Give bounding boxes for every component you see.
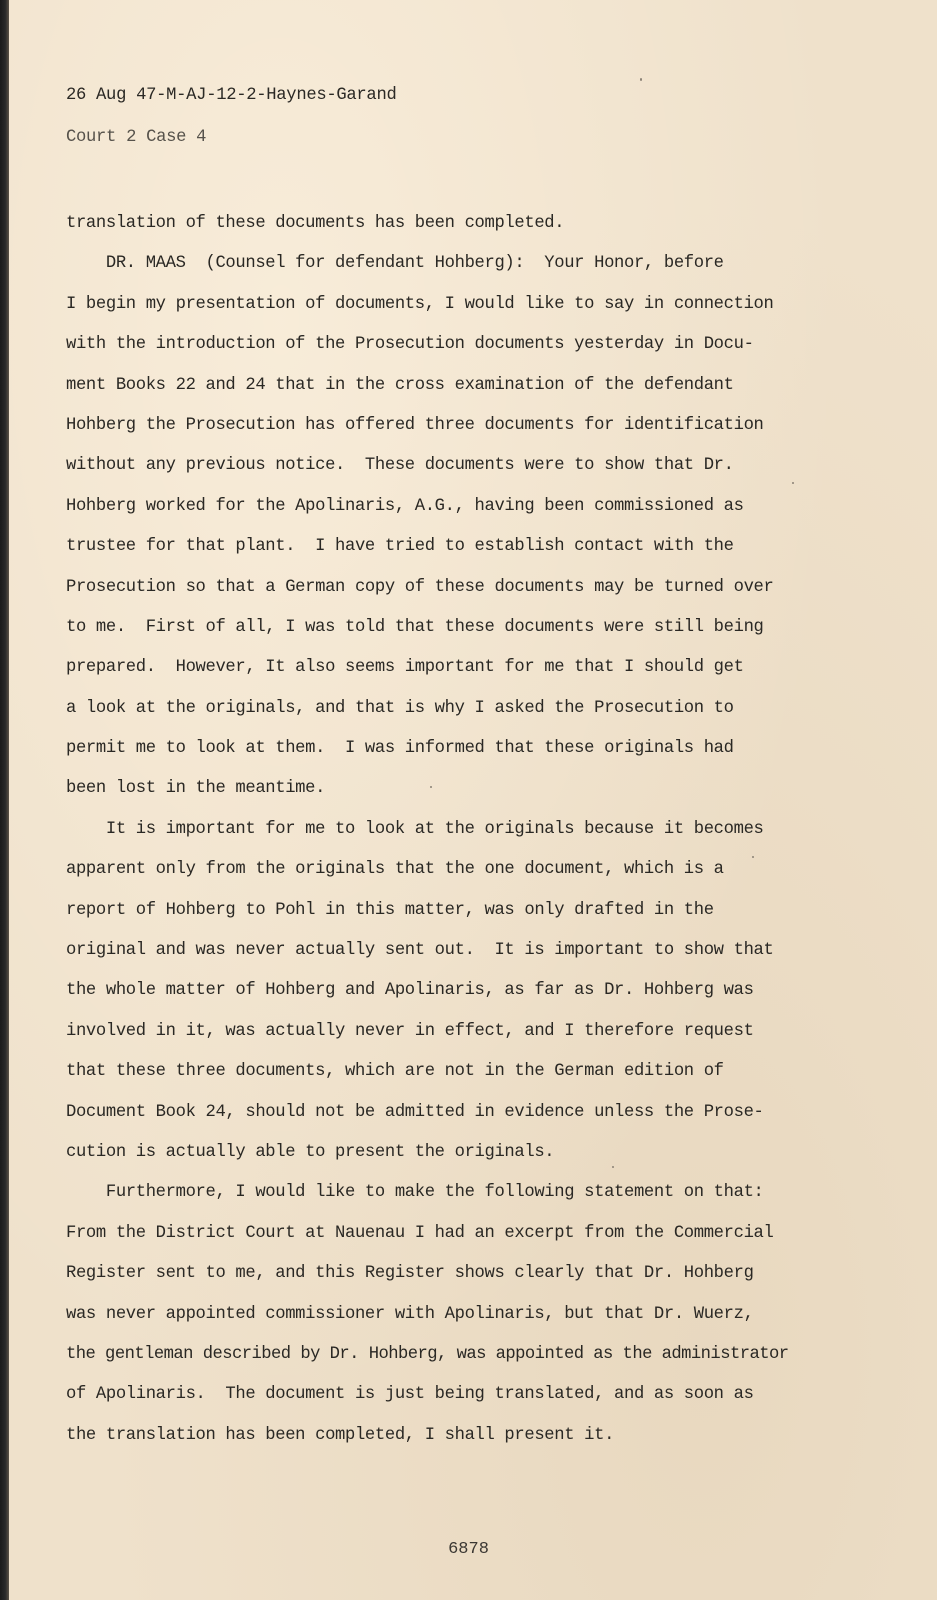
transcript-line: Prosecution so that a German copy of these documents may be turned over (66, 577, 774, 597)
paper-speck (792, 482, 794, 484)
transcript-line: the whole matter of Hohberg and Apolinaris, as far as Dr. Hohberg was (66, 981, 754, 1001)
transcript-line: ment Books 22 and 24 that in the cross examination of the defendant (66, 375, 734, 395)
transcript-line: translation of these documents has been completed. (66, 214, 565, 233)
header-reference: 26 Aug 47-M-AJ-12-2-Haynes-Garand (66, 86, 397, 105)
transcript-line: was never appointed commissioner with Apolinaris, but that Dr. Wuerz, (66, 1304, 754, 1324)
transcript-line: without any previous notice. These documents were to show that Dr. (66, 456, 734, 476)
paper-speck (612, 1166, 614, 1168)
page-number: 6878 (448, 1540, 489, 1559)
transcript-line: involved in it, was actually never in effect, and I therefore request (66, 1021, 754, 1041)
transcript-line: Furthermore, I would like to make the following statement on that: (66, 1183, 764, 1203)
transcript-line: Hohberg worked for the Apolinaris, A.G., having been commissioned as (66, 496, 744, 516)
transcript-line: Hohberg the Prosecution has offered three documents for identification (66, 415, 764, 435)
transcript-line: report of Hohberg to Pohl in this matter, was only drafted in the (66, 900, 714, 920)
paper-speck (752, 856, 754, 858)
transcript-line: a look at the originals, and that is why I asked the Prosecution to (66, 698, 734, 718)
transcript-line: permit me to look at them. I was informed that these originals had (66, 739, 734, 759)
paper-speck (430, 786, 432, 788)
transcript-line: been lost in the meantime. (66, 779, 326, 799)
transcript-line: Document Book 24, should not be admitted in evidence unless the Prose- (66, 1102, 764, 1122)
transcript-line: apparent only from the originals that the one document, which is a (66, 860, 724, 880)
transcript-body (66, 204, 896, 1456)
paper-speck (640, 78, 642, 81)
transcript-line: that these three documents, which are not in the German edition of (66, 1062, 724, 1082)
transcript-line: It is important for me to look at the originals because it becomes (66, 819, 764, 839)
transcript-line: I begin my presentation of documents, I would like to say in connection (66, 294, 774, 314)
transcript-line: the translation has been completed, I shall present it. (66, 1425, 615, 1445)
transcript-line: From the District Court at Nauenau I had an excerpt from the Commercial (66, 1223, 774, 1243)
transcript-line: trustee for that plant. I have tried to establish contact with the (66, 537, 734, 557)
transcript-line: Register sent to me, and this Register shows clearly that Dr. Hohberg (66, 1264, 754, 1284)
transcript-line: prepared. However, It also seems important for me that I should get (66, 658, 744, 678)
transcript-line: original and was never actually sent out. It is important to show that (66, 941, 774, 961)
transcript-line: to me. First of all, I was told that these documents were still being (66, 617, 764, 637)
transcript-line: with the introduction of the Prosecution documents yesterday in Docu- (66, 335, 754, 355)
transcript-line: of Apolinaris. The document is just being translated, and as soon as (66, 1385, 754, 1405)
transcript-line: DR. MAAS (Counsel for defendant Hohberg): Your Honor, before (66, 254, 724, 274)
transcript-line: the gentleman described by Dr. Hohberg, was appointed as the administrator (66, 1344, 789, 1364)
scan-edge-shadow (0, 0, 9, 1600)
transcript-line: cution is actually able to present the originals. (66, 1142, 555, 1162)
header-court-case: Court 2 Case 4 (66, 128, 207, 147)
